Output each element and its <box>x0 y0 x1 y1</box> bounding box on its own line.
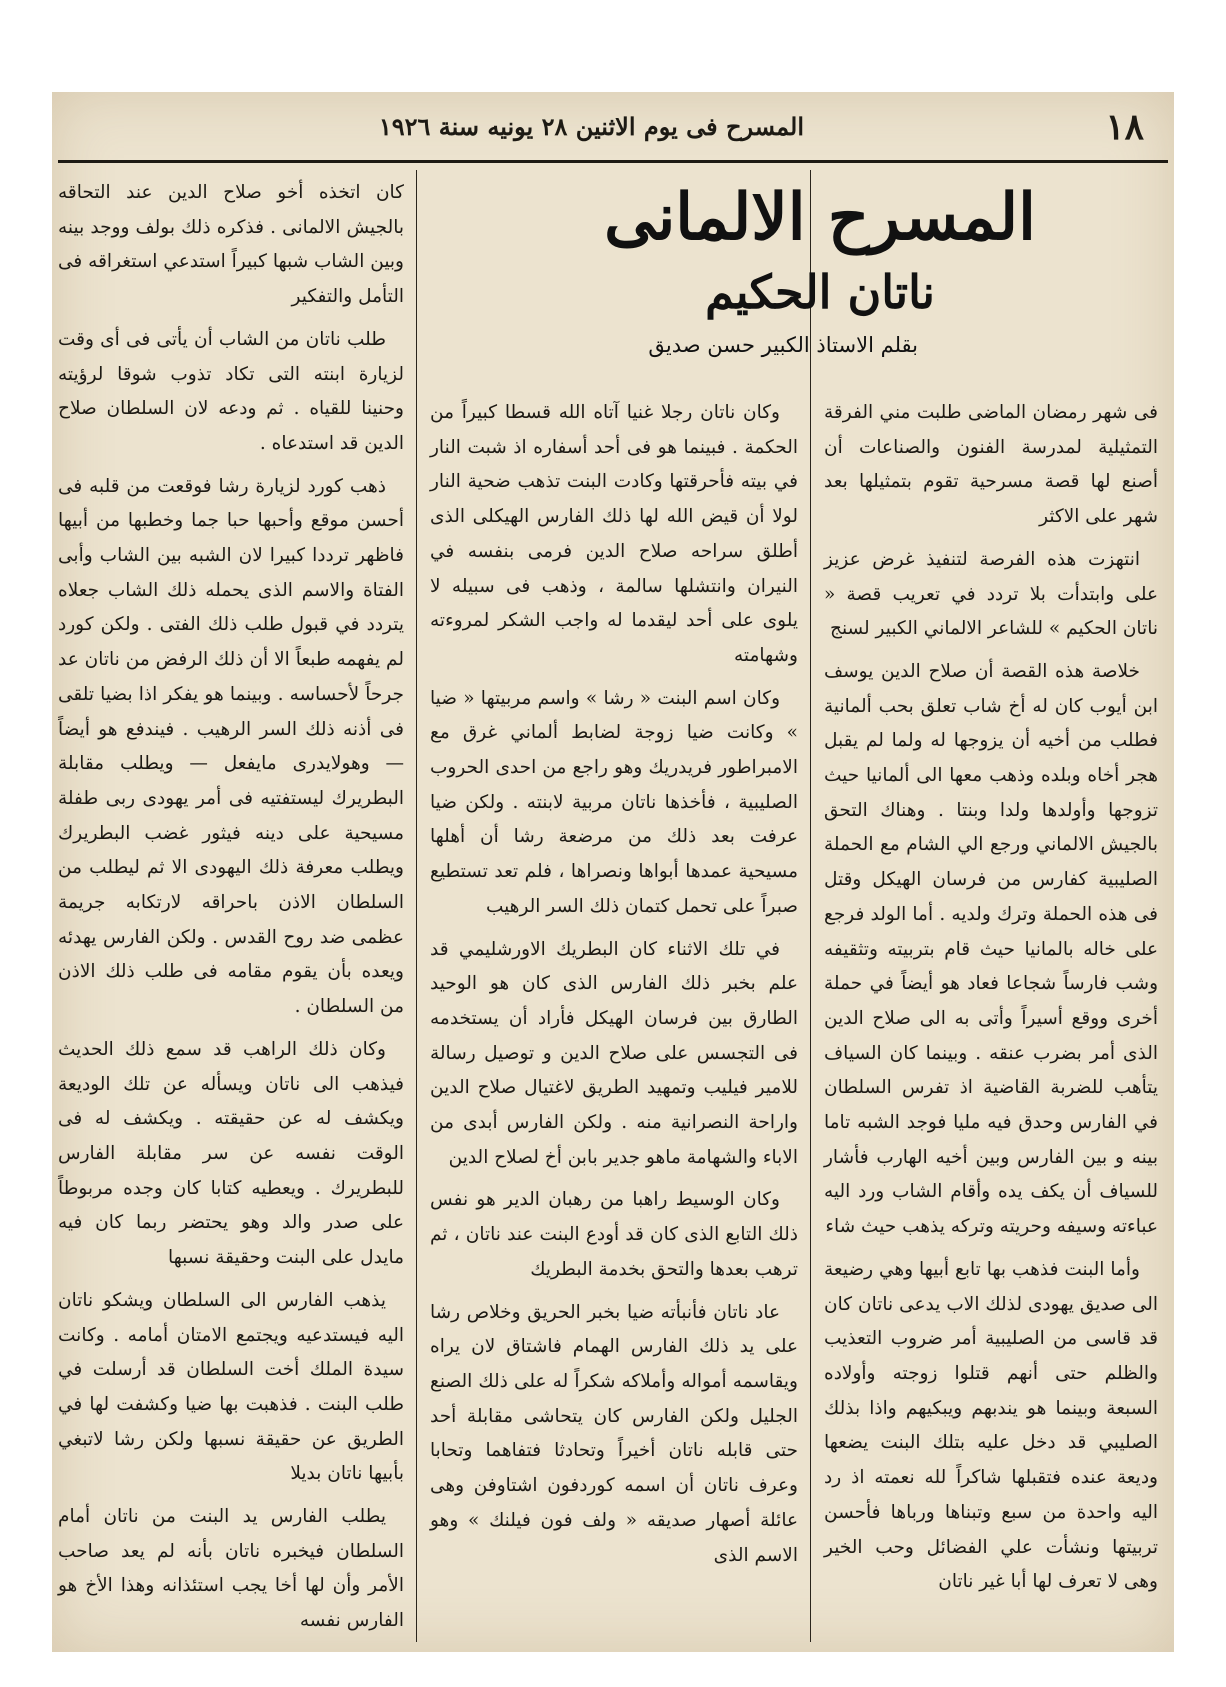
paragraph: انتهزت هذه الفرصة لتنفيذ غرض عزيز على وابتدأت بلا تردد في تعريب قصة « ناتان الحكيم » للشاعر الالماني الكبير لسنج <box>824 548 1158 640</box>
column-middle <box>430 396 798 1581</box>
column-left <box>58 176 404 1647</box>
paragraph: عاد ناتان فأنبأته ضيا بخبر الحريق وخلاص رشا على يد ذلك الفارس الهمام فاشتاق لان يراه ويقاسمه أمواله وأملاكه شكراً له على ذلك الصنع الجليل ولكن الفارس كان يتحاشى مقابلة أحد حتى قابله ناتان أخيراً وتحادثا فتفاهما وتحابا وعرف ناتان أن اسمه كوردفون اشتاوفن وهى عائلة أصهار صديقه « ولف فون فيلنك » وهو الاسم الذى <box>430 1301 798 1566</box>
paragraph: في تلك الاثناء كان البطريك الاورشليمي قد علم بخبر ذلك الفارس الذى كان هو الوحيد الطارق بين فرسان الهيكل فأراد أن يستخدمه فى التجسس على صلاح الدين و توصيل رسالة للامير فيليب وتمهيد الطريق لاغتيال صلاح الدين واراحة النصرانية منه . ولكن الفارس أبدى من الاباء والشهامة ماهو جدير بابن أخ لصلاح الدين <box>430 938 798 1168</box>
paragraph: ذهب كورد لزيارة رشا فوقعت من قلبه فى أحسن موقع وأحبها حبا جما وخطبها من أبيها فاظهر ترددا كبيرا لان الشبه بين الشاب وأبى الفتاة والاسم الذى يحمله ذلك الشاب جعلاه يتردد في قبول طلب ذلك الفتى . ولكن كورد لم يفهمه طبعاً الا أن ذلك الرفض من ناتان عد جرحاً لأحساسه . وبينما هو يفكر اذا بضيا تلقى فى أذنه ذلك السر الرهيب . فيندفع هو أيضاً — وهولايدرى مايفعل — ويطلب مقابلة البطريرك ليستفتيه فى أمر يهودى ربى طفلة مسيحية على دينه فيثور غضب البطريرك ويطلب معرفة ذلك اليهودى الا ثم ليطلب من السلطان الاذن باحراقه لارتكابه جريمة عظمى ضد روح القدس . ولكن الفارس يهدئه ويعده بأن يقوم مقامه فى طلب ذلك الاذن من السلطان . <box>58 475 404 1018</box>
paragraph: وكان الوسيط راهبا من رهبان الدير هو نفس ذلك التابع الذى كان قد أودع البنت عند ناتان ، ثم ترهب بعدها والتحق بخدمة البطريك <box>430 1189 798 1280</box>
paragraph: طلب ناتان من الشاب أن يأتى فى أى وقت لزيارة ابنته التى تكاد تذوب شوقا لرؤيته وحنينا للقياه . ثم ودعه لان السلطان صلاح الدين قد استدعاه . <box>58 328 404 454</box>
header-divider <box>58 160 1168 163</box>
paragraph: وأما البنت فذهب بها تابع أبيها وهي رضيعة الى صديق يهودى لذلك الاب يدعى ناتان كان قد قاسى من الصليبية أمر ضروب التعذيب والظلم حتى أنهم قتلوا زوجته وأولاده السبعة وبينما هو يندبهم ويبكيهم واذا بذلك الصليبي قد دخل عليه بتلك البنت يضعها وديعة عنده فتقبلها شاكراً لله نعمته اذ رد اليه واحدة من سبع وتبناها ورباها فأحسن تربيتها ونشأت علي الفضائل وحب الخير وهى لا تعرف لها أبا غير ناتان <box>824 1258 1158 1593</box>
page-number: ١٨ <box>1105 106 1144 148</box>
paragraph: وكان ناتان رجلا غنيا آتاه الله قسطا كبيراً من الحكمة . فبينما هو فى أحد أسفاره اذ شبت النار في بيته فأحرقتها وكادت البنت تذهب ضحية النار لولا أن قيض الله لها ذلك الفارس الهيكلى الذى أطلق سراحه صلاح الدين فرمى بنفسه في النيران وانتشلها سالمة ، وذهب فى سبيله لا يلوى على أحد ليقدما له واجب الشكر لمروءته وشهامته <box>430 402 798 666</box>
article-subtitle: ناتان الحكيم <box>705 265 935 319</box>
article-title: المسرح الالمانى <box>604 180 1036 255</box>
paragraph: كان اتخذه أخو صلاح الدين عند التحاقه بالجيش الالمانى . فذكره ذلك بولف ووجد بينه وبين الشاب شبها كبيراً استدعي استغراقه فى التأمل والتفكير <box>58 182 404 308</box>
running-header: المسرح فى يوم الاثنين ٢٨ يونيه سنة ١٩٢٦ <box>378 112 804 141</box>
article-heading <box>532 170 1108 362</box>
paragraph: خلاصة هذه القصة أن صلاح الدين يوسف ابن أيوب كان له أخ شاب تعلق بحب ألمانية فطلب من أخيه أن يزوجها له ولما لم يقبل هجر أخاه وبلده وذهب معها الى ألمانيا حيث تزوجها وأولدها ولدا وبنتا . وهناك التحق بالجيش الالماني ورجع الي الشام مع الحملة الصليبية كفارس من فرسان الهيكل وقتل فى هذه الحملة وترك ولديه . أما الولد فرجع على خاله بالمانيا حيث قام بتربيته وتثقيفه وشب فارساً شجاعا فعاد هو أيضاً في حملة أخرى ووقع أسيراً وأتى به الى صلاح الدين الذى أمر بضرب عنقه . وبينما كان السياف يتأهب للضربة القاضية اذ تفرس السلطان في الفارس وحدق فيه مليا فوجد الشبه تاما بينه و بين الفارس وبين أخيه الهارب فأشار للسياف أن يكف يده وأقام الشاب ورد اليه عباءته وسيفه وحريته وتركه يذهب حيث شاء <box>824 660 1158 1238</box>
column-divider-right <box>810 170 811 1642</box>
newspaper-page <box>52 92 1174 1652</box>
paragraph: يذهب الفارس الى السلطان ويشكو ناتان اليه فيستدعيه ويجتمع الامتان أمامه . وكانت سيدة الملك أخت السلطان قد أرسلت في طلب البنت . فذهبت بها ضيا وكشفت لها في الطريق عن حقيقة نسبها ولكن رشا لاتبغي بأبيها ناتان بديلا <box>58 1289 404 1485</box>
paragraph: وكان اسم البنت « رشا » واسم مربيتها « ضيا » وكانت ضيا زوجة لضابط ألماني غرق مع الامبراطور فريدريك وهو راجع من احدى الحروب الصليبية ، فأخذها ناتان مربية لابنته . ولكن ضيا عرفت بعد ذلك من مرضعة رشا أن أهلها مسيحية عمدها أبواها ونصراها ، فلم تعد تستطيع صبراً على تحمل كتمان ذلك السر الرهيب <box>430 687 798 917</box>
paragraph: يطلب الفارس يد البنت من ناتان أمام السلطان فيخبره ناتان بأنه لم يعد صاحب الأمر وأن لها أخا يجب استئذانه وهذا الأخ هو الفارس نفسه <box>58 1506 404 1632</box>
column-divider-left <box>416 170 417 1642</box>
paragraph: وكان ذلك الراهب قد سمع ذلك الحديث فيذهب الى ناتان ويسأله عن تلك الوديعة ويكشف له عن حقيقته . ويكشف له فى الوقت نفسه عن سر مقابلة الفارس للبطريرك . ويعطيه كتابا كان وجده مربوطاً على صدر والد وهو يحتضر ربما كان فيه مايدل على البنت وحقيقة نسبها <box>58 1038 404 1269</box>
paragraph: فى شهر رمضان الماضى طلبت مني الفرقة التمثيلية لمدرسة الفنون والصناعات أن أصنع لها قصة مسرحية تقوم بتمثيلها بعد شهر على الاكثر <box>824 402 1158 528</box>
article-byline: بقلم الاستاذ الكبير حسن صديق <box>648 333 918 357</box>
page-header <box>52 92 1174 162</box>
column-right <box>824 396 1158 1608</box>
